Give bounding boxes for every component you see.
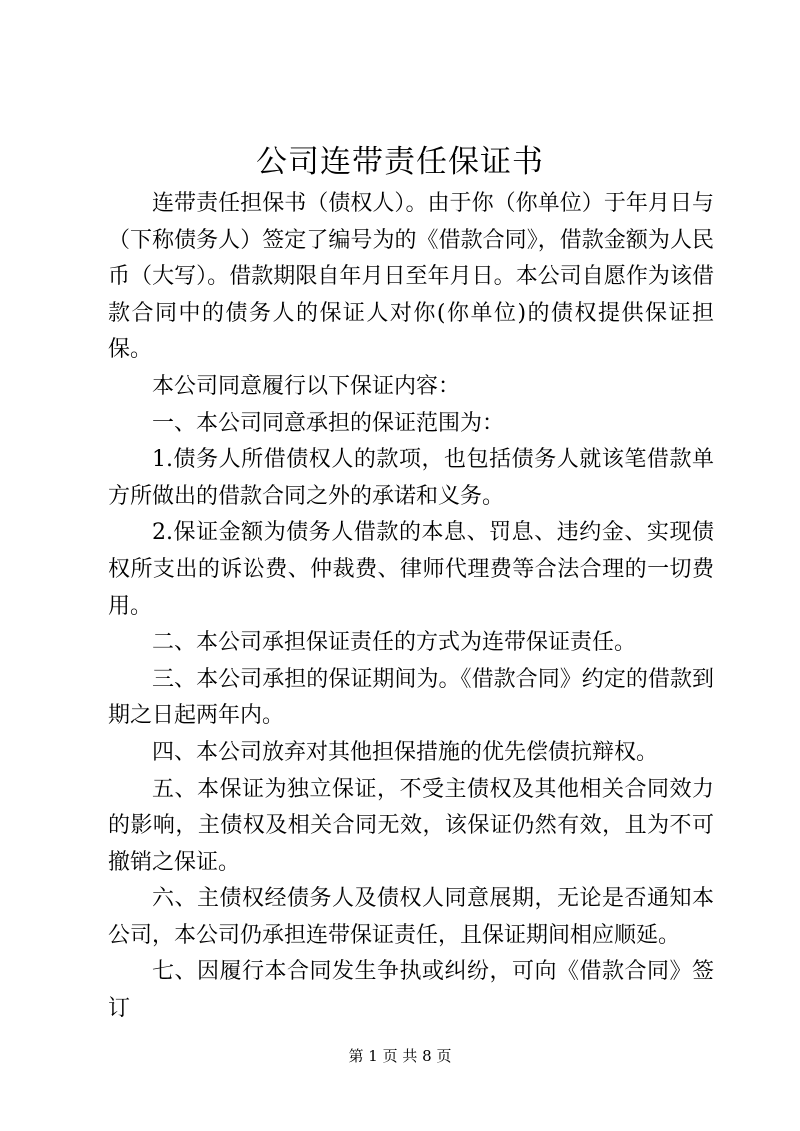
paragraph-section-4: 四、本公司放弃对其他担保措施的优先偿债抗辩权。 [152, 739, 659, 765]
paragraph-section-5: 五、本保证为独立保证，不受主债权及其他相关合同效力的影响，主债权及相关合同无效，该保证仍然有效，且为不可撤销之保证。 [108, 776, 714, 875]
paragraph-intro: 连带责任担保书（债权人）。由于你（你单位）于年月日与（下称债务人）签定了编号为的《借款合同》，借款金额为人民币（大写）。借款期限自年月日至年月日。本公司自愿作为该借款合同中的债务人的保证人对你(你单位)的债权提供保证担保。 [108, 191, 714, 363]
paragraph-section-6: 六、主债权经债务人及债权人同意展期，无论是否通知本公司，本公司仍承担连带保证责任，且保证期间相应顺延。 [108, 886, 714, 948]
paragraph-section-3: 三、本公司承担的保证期间为。《借款合同》约定的借款到期之日起两年内。 [108, 666, 714, 729]
paragraph-section-1: 一、本公司同意承担的保证范围为： [152, 410, 505, 436]
paragraph-section-2: 二、本公司承担保证责任的方式为连带保证责任。 [152, 630, 637, 656]
document-body [108, 186, 714, 1028]
paragraph-item-1: 1.债务人所借债权人的款项，也包括债务人就该笔借款单方所做出的借款合同之外的承诺和义务。 [108, 447, 714, 509]
paragraph-agreement: 本公司同意履行以下保证内容： [152, 373, 461, 399]
paragraph-section-7: 七、因履行本合同发生争执或纠纷，可向《借款合同》签订 [108, 959, 714, 1022]
paragraph-item-2: 2.保证金额为债务人借款的本息、罚息、违约金、实现债权所支出的诉讼费、仲裁费、律师代理费等合法合理的一切费用。 [108, 520, 714, 619]
page-number-footer: 第 1 页 共 8 页 [348, 1047, 452, 1065]
document-title: 公司连带责任保证书 [256, 144, 544, 180]
